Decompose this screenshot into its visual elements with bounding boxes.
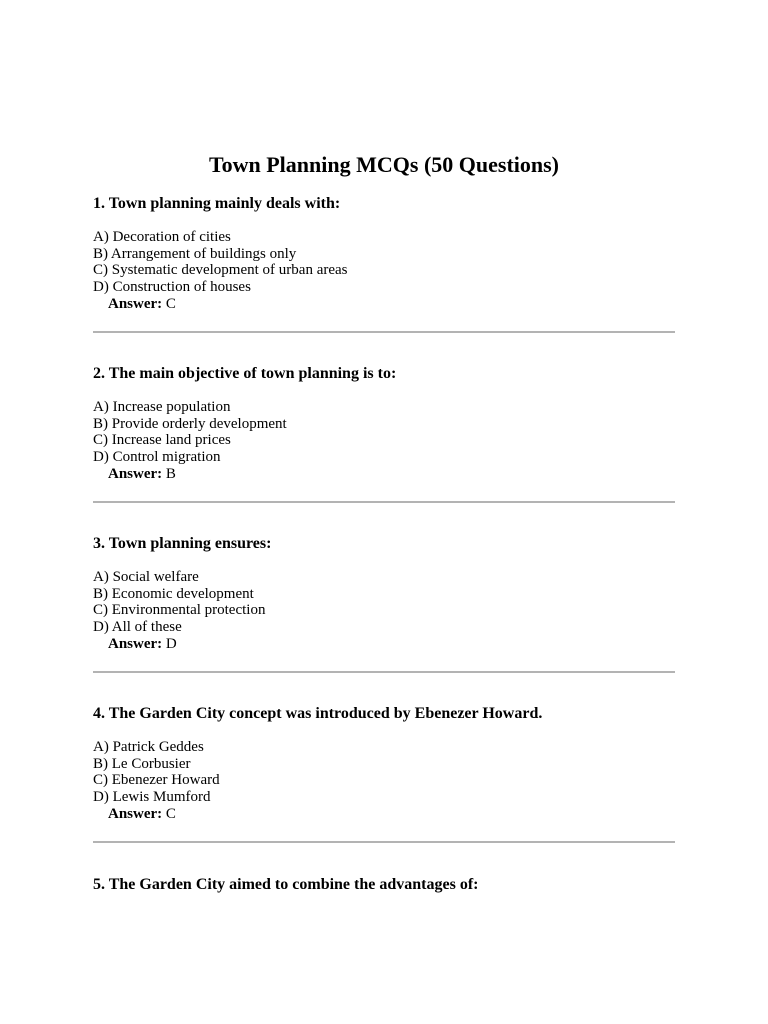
- options-list: [93, 399, 675, 483]
- option-b: B) Arrangement of buildings only: [93, 245, 297, 262]
- answer-line: [93, 636, 675, 653]
- option-c: C) Environmental protection: [93, 602, 266, 619]
- option-d: D) All of these: [93, 619, 182, 636]
- option-c: C) Ebenezer Howard: [93, 772, 220, 789]
- answer-value: C: [165, 805, 176, 822]
- answer-value: D: [165, 635, 177, 652]
- question-text: 1. Town planning mainly deals with:: [93, 195, 341, 212]
- answer-line: [93, 806, 675, 823]
- question-text: 3. Town planning ensures:: [93, 535, 272, 552]
- option-c: C) Systematic development of urban areas: [93, 262, 348, 279]
- option-c: C) Increase land prices: [93, 432, 231, 449]
- answer-value: B: [165, 465, 176, 482]
- option-d: D) Lewis Mumford: [93, 789, 211, 806]
- option-a: A) Decoration of cities: [93, 229, 231, 245]
- answer-line: [93, 296, 675, 313]
- page-title: Town Planning MCQs (50 Questions): [208, 152, 560, 177]
- question-3: [93, 534, 675, 653]
- divider: [93, 501, 675, 503]
- answer-label: Answer:: [108, 465, 163, 482]
- options-list: [93, 569, 675, 653]
- question-4: [93, 704, 675, 823]
- question-text: 4. The Garden City concept was introduced by Ebenezer Howard.: [93, 705, 543, 722]
- option-b: B) Economic development: [93, 585, 254, 602]
- answer-label: Answer:: [108, 295, 163, 312]
- answer-label: Answer:: [108, 635, 163, 652]
- option-a: A) Patrick Geddes: [93, 739, 204, 755]
- question-1: [93, 194, 675, 313]
- answer-label: Answer:: [108, 805, 163, 822]
- option-b: B) Provide orderly development: [93, 415, 287, 432]
- divider: [93, 671, 675, 673]
- answer-line: [93, 466, 675, 483]
- question-text: 2. The main objective of town planning is to:: [93, 365, 397, 382]
- question-5: [93, 875, 675, 895]
- answer-value: C: [165, 295, 176, 312]
- option-b: B) Le Corbusier: [93, 755, 191, 772]
- question-text: 5. The Garden City aimed to combine the advantages of:: [93, 876, 479, 893]
- option-d: D) Construction of houses: [93, 279, 251, 296]
- option-a: A) Increase population: [93, 399, 231, 415]
- question-2: [93, 364, 675, 483]
- divider: [93, 841, 675, 843]
- divider: [93, 331, 675, 333]
- option-a: A) Social welfare: [93, 569, 199, 585]
- options-list: [93, 739, 675, 823]
- options-list: [93, 229, 675, 313]
- option-d: D) Control migration: [93, 449, 221, 466]
